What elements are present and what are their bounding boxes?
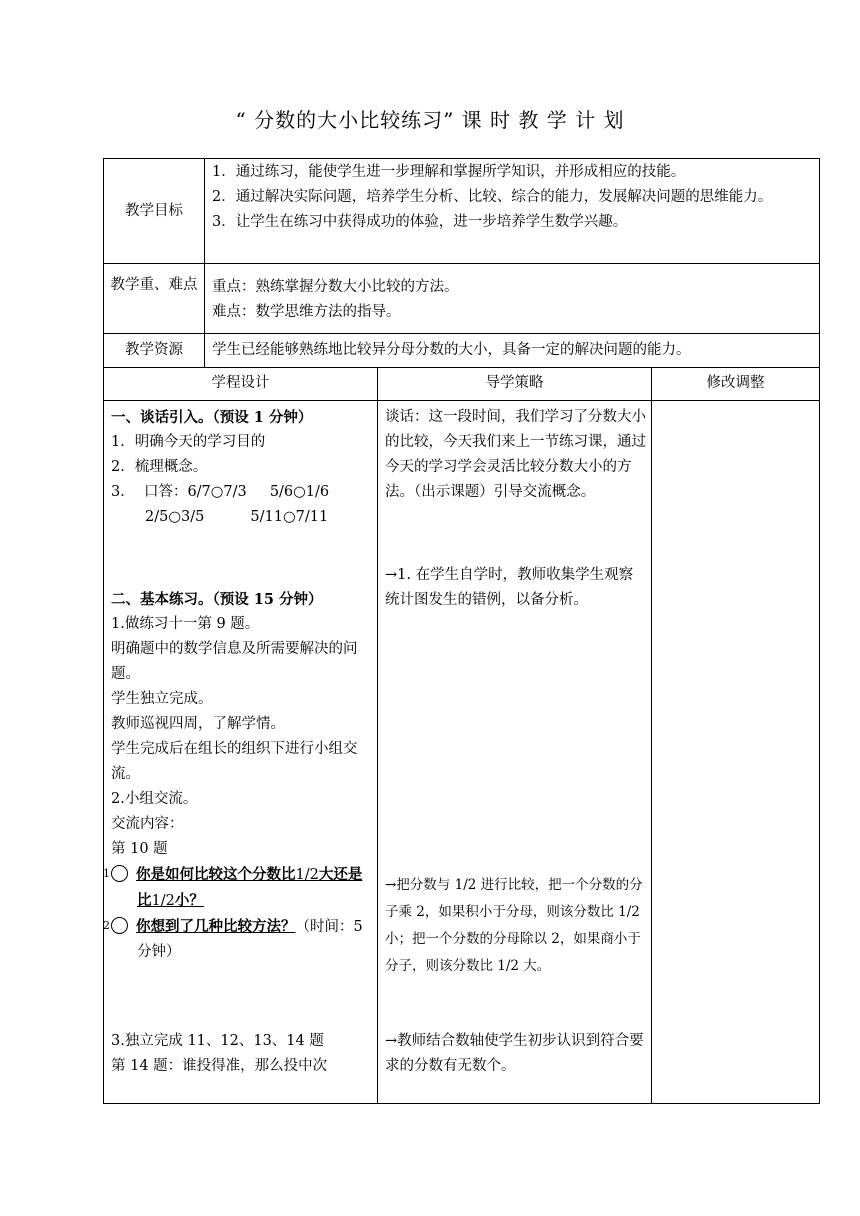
key-point-item: 重点：熟练掌握分数大小比较的方法。	[212, 279, 459, 295]
design-line: 1.做练习十一第 9 题。	[111, 616, 260, 632]
design-line: 教师巡视四周，了解学情。	[111, 716, 285, 732]
resources-label: 教学资源	[125, 342, 183, 358]
design-line: 第 14 题：谁投得准，那么投中次	[111, 1058, 328, 1074]
key-point-item: 难点：数学思维方法的指导。	[212, 304, 401, 320]
design-column	[111, 405, 373, 530]
table-rule	[103, 263, 820, 264]
key-points-content	[212, 275, 812, 325]
table-rule	[103, 333, 820, 334]
strategy-paragraph: →教师结合数轴使学生初步认识到符合要求的分数有无数个。	[385, 1033, 644, 1074]
circled-number: 2	[111, 917, 128, 934]
design-line: 3． 口答：6/7○7/3 5/6○1/6	[111, 484, 330, 500]
question-1: 1 你是如何比较这个分数比1/2大还是比1/2小？	[103, 866, 363, 909]
objective-item: 3．让学生在练习中获得成功的体验，进一步培养学生数学兴趣。	[212, 214, 628, 230]
design-line: 1．明确今天的学习目的	[111, 434, 266, 450]
page-title: “ 分数的大小比较练习” 课 时 教 学 计 划	[235, 108, 625, 132]
key-points-label: 教学重、难点	[110, 277, 198, 293]
circled-number: 1	[111, 865, 128, 882]
objective-item: 2．通过解决实际问题，培养学生分析、比较、综合的能力，发展解决问题的思维能力。	[212, 189, 773, 205]
strategy-paragraph: →1. 在学生自学时，教师收集学生观察统计图发生的错例，以备分析。	[385, 567, 634, 608]
design-column-section-3	[111, 1029, 373, 1079]
strategy-paragraph: 谈话：这一段时间，我们学习了分数大小的比较，今天我们来上一节练习课，通过今天的学习学会灵活比较分数大小的方法。（出示课题）引导交流概念。	[385, 409, 646, 500]
design-line: 交流内容：	[111, 816, 184, 832]
section-1-title: 一、谈话引入。（预设 1 分钟）	[111, 409, 313, 426]
column-header-design: 学程设计	[211, 375, 270, 391]
objectives-label: 教学目标	[125, 203, 183, 219]
table-rule	[204, 158, 205, 368]
table-rule	[377, 367, 378, 1104]
table-rule	[103, 400, 820, 401]
design-line: 明确题中的数学信息及所需要解决的问题。	[111, 641, 358, 682]
design-line: 2/5○3/5 5/11○7/11	[145, 509, 329, 525]
column-header-strategy: 导学策略	[485, 375, 544, 391]
resources-text: 学生已经能够熟练地比较异分母分数的大小，具备一定的解决问题的能力。	[212, 342, 691, 358]
design-line: 2.小组交流。	[111, 791, 198, 807]
design-line: 3.独立完成 11、12、13、14 题	[111, 1033, 324, 1049]
objective-item: 1．通过练习，能使学生进一步理解和掌握所学知识，并形成相应的技能。	[212, 164, 686, 180]
section-2-title: 二、基本练习。（预设 15 分钟）	[111, 591, 323, 608]
strategy-paragraph: →把分数与 1/2 进行比较，把一个分数的分子乘 2，如果积小于分母，则该分数比 1/2 小；把一个分数的分母除以 2，如果商小于分子，则该分数比 1/2 大。	[385, 877, 643, 974]
table-rule	[651, 367, 652, 1104]
design-line: 2．梳理概念。	[111, 459, 208, 475]
design-line: 第 10 题	[111, 841, 168, 857]
design-column-section-2	[103, 587, 373, 965]
question-2: 2 你想到了几种比较方法？（时间：5 分钟）	[103, 918, 363, 960]
column-header-revision: 修改调整	[706, 375, 765, 391]
table-rule	[103, 367, 820, 368]
design-line: 学生完成后在组长的组织下进行小组交流。	[111, 741, 358, 782]
objectives-content	[212, 160, 816, 235]
design-line: 学生独立完成。	[111, 691, 213, 707]
